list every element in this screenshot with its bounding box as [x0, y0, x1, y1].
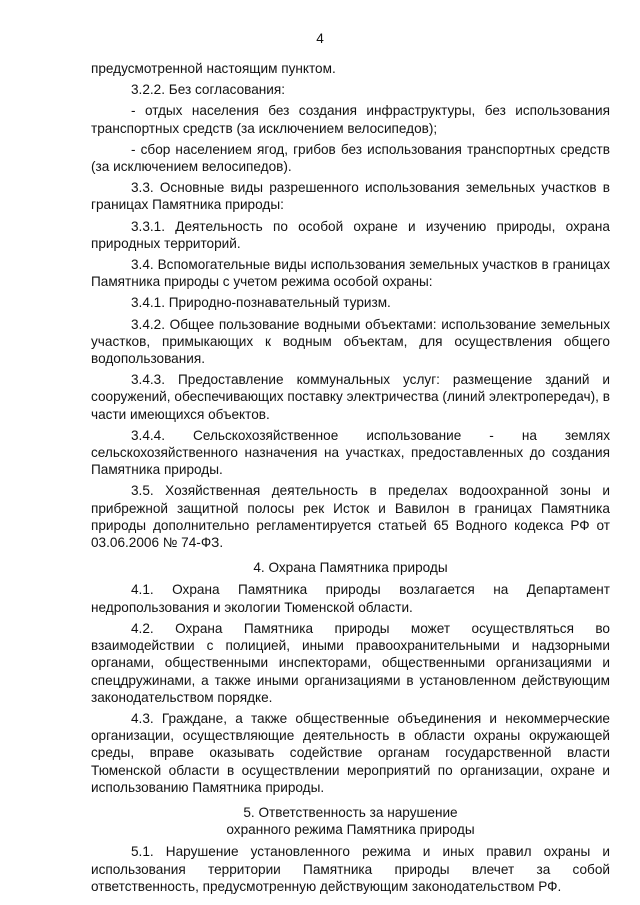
- paragraph: 3.4.3. Предоставление коммунальных услуг: размещение зданий и сооружений, обеспечивающих поставку электричества (линий электропередач), в части имеющихся объектов.: [91, 372, 610, 422]
- paragraph: 3.4.2. Общее пользование водными объектами: использование земельных участков, примыкающих к водным объектам, для осуществления общего водопользования.: [91, 316, 610, 367]
- paragraph: 3.4.1. Природно-познавательный туризм.: [131, 295, 391, 311]
- page-number: 4: [316, 31, 324, 46]
- document-body: [91, 60, 610, 899]
- paragraph: 3.2.2. Без согласования:: [131, 82, 286, 98]
- section-heading-5: [91, 804, 610, 838]
- paragraph: 4.1. Охрана Памятника природы возлагается на Департамент недропользования и экологии Тюменской области.: [91, 582, 610, 615]
- section-heading-text: 4. Охрана Памятника природы: [253, 560, 448, 576]
- section-heading-4: [91, 559, 610, 576]
- paragraph: 3.4. Вспомогательные виды использования земельных участков в границах Памятника природы с учетом режима особой охраны:: [91, 257, 610, 290]
- section-heading-line: охранного режима Памятника природы: [226, 822, 475, 838]
- paragraph: 4.3. Граждане, а также общественные объединения и некоммерческие организации, осуществляющие деятельность в области охраны окружающей среды, вправе оказывать содействие органам государственной власти Тюменской области в осуществлении мероприятий по организации, охране и использованию Памятника природы.: [91, 710, 610, 795]
- paragraph: предусмотренной настоящим пунктом.: [91, 61, 336, 76]
- section-heading-line: 5. Ответственность за нарушение: [243, 804, 458, 820]
- paragraph: 4.2. Охрана Памятника природы может осуществляться во взаимодействии с полицией, иными правоохранительными и надзорными органами, общественными инспекторами, общественными организациями и спецдружинами, а также иными организациями в установленном действующим законодательством порядке.: [91, 620, 610, 705]
- paragraph: 3.3. Основные виды разрешенного использования земельных участков в границах Памятника природы:: [91, 180, 610, 213]
- paragraph: 3.5. Хозяйственная деятельность в пределах водоохранной зоны и прибрежной защитной полосы рек Исток и Вавилон в границах Памятника природы дополнительно регламентируется статьей 65 Водного кодекса РФ от 03.06.2006 № 74-ФЗ.: [91, 483, 610, 551]
- paragraph: 3.4.4. Сельскохозяйственное использование - на землях сельскохозяйственного назначения на участках, предоставленных до создания Памятника природы.: [91, 427, 610, 478]
- list-item: - сбор населением ягод, грибов без использования транспортных средств (за исключением велосипедов).: [91, 141, 610, 175]
- list-item: - отдых населения без создания инфраструктуры, без использования транспортных средств (за исключением велосипедов);: [91, 103, 610, 136]
- paragraph: 5.1. Нарушение установленного режима и иных правил охраны и использования территории Памятника природы влечет за собой ответственность, предусмотренную действующим законодательством РФ.: [91, 844, 610, 894]
- paragraph: 3.3.1. Деятельность по особой охране и изучению природы, охрана природных территорий.: [91, 218, 610, 251]
